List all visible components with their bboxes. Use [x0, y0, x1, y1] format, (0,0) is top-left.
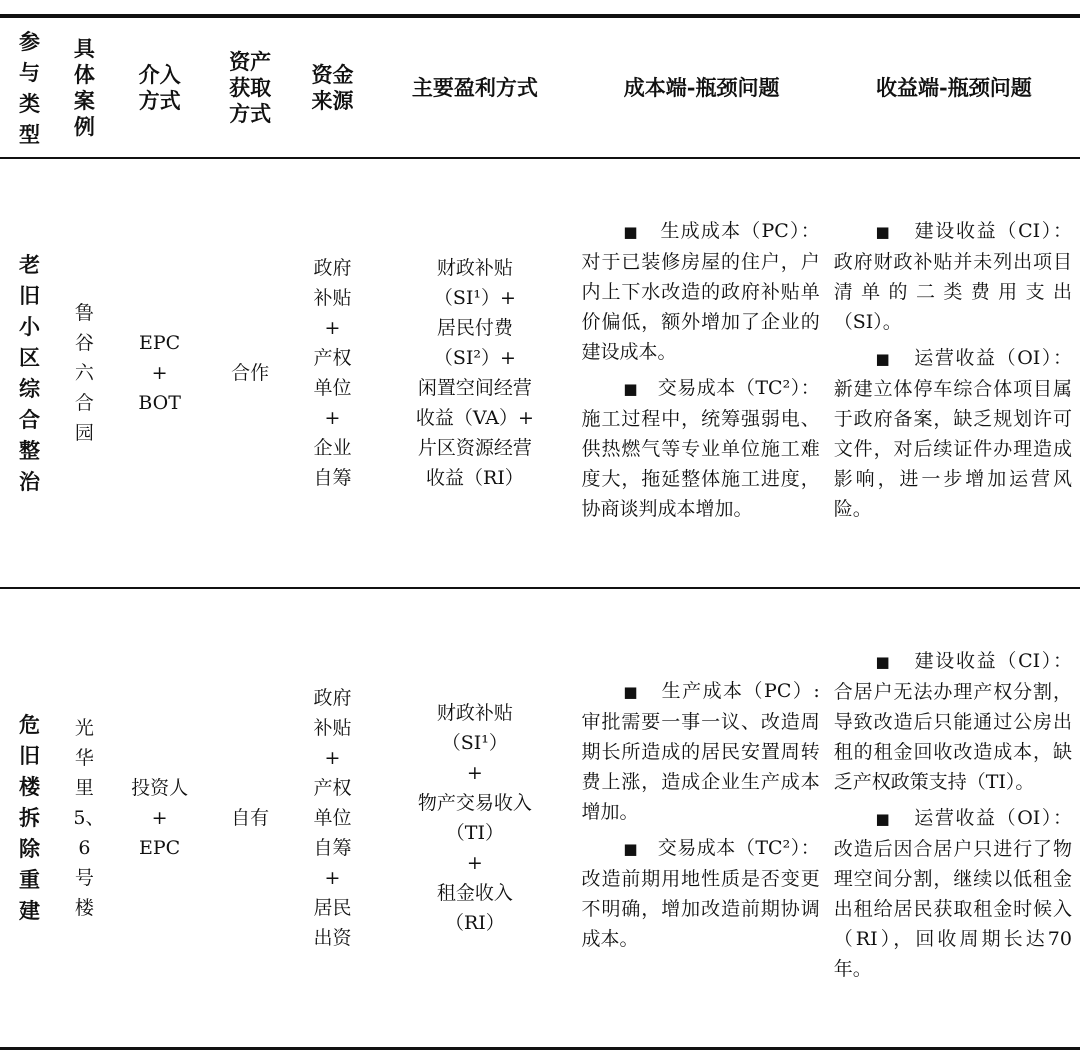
profit-line: （SI¹）+: [433, 287, 516, 309]
asset-cell: 合作: [231, 362, 270, 384]
revenue-text: 建设收益（CI）：合居户无法办理产权分割，导致改造后只能通过公房出租的租金回收改造成本，缺乏产权政策支持（TI）。: [833, 649, 1072, 793]
square-bullet-icon: ■: [875, 350, 892, 368]
funding-line: 企业自筹: [313, 437, 352, 489]
cost-text: 生产成本（PC）:审批需要一事一议、改造周期长所造成的居民安置周转费上涨，造成企业生产成本增加。: [581, 679, 820, 823]
header-intervention: 介入方式: [138, 61, 181, 113]
funding-line: +: [324, 317, 341, 339]
revenue-text: 运营收益（OI）：新建立体停车综合体项目属于政府备案，缺乏规划许可文件，对后续证件办理造成影响，进一步增加运营风险。: [833, 347, 1072, 520]
cost-text: 交易成本（TC²）：改造前期用地性质是否变更不明确，增加改造前期协调成本。: [581, 836, 820, 950]
revenue-item: [834, 646, 1072, 797]
revenue-text: 运营收益（OI）：改造后因合居户只进行了物理空间分割，继续以低租金出租给居民获取租金时候入（RI），回收周期长达70年。: [833, 806, 1072, 980]
square-bullet-icon: ■: [875, 223, 892, 241]
funding-line: +: [324, 407, 341, 429]
profit-line: +: [466, 761, 483, 784]
comparison-table: [0, 14, 1080, 1050]
header-asset: 资产获取方式: [229, 48, 272, 126]
square-bullet-icon: ■: [875, 652, 892, 671]
profit-line: 收益（VA）+: [415, 407, 534, 429]
header-cost: 成本端-瓶颈问题: [623, 74, 780, 100]
revenue-text: 建设收益（CI）：政府财政补贴并未列出项目清单的二类费用支出（SI）。: [833, 220, 1072, 333]
header-type: 参与类型: [18, 28, 40, 147]
case-cell: 鲁谷六合园: [74, 302, 94, 444]
intervention-line: 投资人: [131, 776, 189, 799]
square-bullet-icon: ■: [623, 839, 639, 858]
cost-item: [582, 833, 820, 954]
header-revenue: 收益端-瓶颈问题: [876, 74, 1032, 100]
profit-line: 财政补贴: [436, 257, 513, 279]
funding-line: 政府补贴: [313, 257, 352, 309]
cost-item: [582, 676, 820, 827]
profit-line: 居民付费: [436, 317, 513, 339]
funding-line: 政府补贴: [313, 686, 352, 739]
profit-line: 租金收入: [436, 881, 513, 904]
header-profit: 主要盈利方式: [411, 74, 538, 100]
profit-line: +: [466, 851, 483, 874]
cost-item: [582, 373, 820, 524]
revenue-item: [834, 216, 1072, 337]
intervention-line: BOT: [138, 392, 181, 414]
square-bullet-icon: ■: [623, 380, 639, 398]
cost-item: [582, 216, 820, 367]
cost-cell: [576, 158, 828, 588]
table-row: [0, 588, 1080, 1048]
cost-cell: [576, 588, 828, 1048]
intervention-cell: [110, 158, 210, 588]
funding-line: 产权单位: [313, 347, 352, 399]
table-row: [0, 158, 1080, 588]
profit-cell: [374, 588, 575, 1048]
funding-line: 居民出资: [313, 896, 352, 949]
profit-line: 物产交易收入: [417, 791, 532, 814]
profit-line: 财政补贴: [436, 701, 513, 724]
funding-line: +: [324, 746, 341, 769]
square-bullet-icon: ■: [623, 223, 639, 241]
profit-line: （SI²）+: [433, 347, 516, 369]
intervention-line: EPC: [139, 836, 181, 859]
intervention-line: +: [151, 806, 168, 829]
profit-cell: [374, 158, 575, 588]
type-cell: 危旧楼拆除重建: [18, 712, 40, 924]
square-bullet-icon: ■: [875, 809, 892, 828]
intervention-line: +: [151, 362, 168, 384]
revenue-cell: [828, 158, 1080, 588]
funding-line: 产权单位自筹: [313, 776, 352, 859]
funding-line: +: [324, 866, 341, 889]
revenue-item: [834, 343, 1072, 524]
cost-text: 交易成本（TC²）：施工过程中，统筹强弱电、供热燃气等专业单位施工难度大，拖延整体施工进度，协商谈判成本增加。: [581, 377, 820, 520]
funding-cell: [291, 158, 374, 588]
table-header-row: [0, 16, 1080, 158]
profit-line: （TI）: [445, 821, 504, 844]
profit-line: 片区资源经营: [417, 437, 532, 459]
revenue-cell: [828, 588, 1080, 1048]
intervention-line: EPC: [139, 332, 181, 354]
profit-line: （SI¹）: [441, 731, 508, 754]
square-bullet-icon: ■: [623, 682, 639, 701]
profit-line: 闲置空间经营: [417, 377, 532, 399]
profit-line: （RI）: [444, 911, 505, 934]
asset-cell: 自有: [231, 806, 270, 829]
profit-line: 收益（RI）: [425, 467, 524, 489]
intervention-cell: [110, 588, 210, 1048]
header-funding: 资金来源: [311, 61, 354, 113]
type-cell: 老旧小区综合整治: [18, 252, 40, 494]
revenue-item: [834, 803, 1072, 984]
cost-text: 生成成本（PC）：对于已装修房屋的住户，户内上下水改造的政府补贴单价偏低，额外增加了企业的建设成本。: [581, 220, 820, 363]
case-cell: 光华里5、6号楼: [73, 716, 105, 919]
header-case: 具体案例: [73, 35, 95, 139]
funding-cell: [291, 588, 374, 1048]
